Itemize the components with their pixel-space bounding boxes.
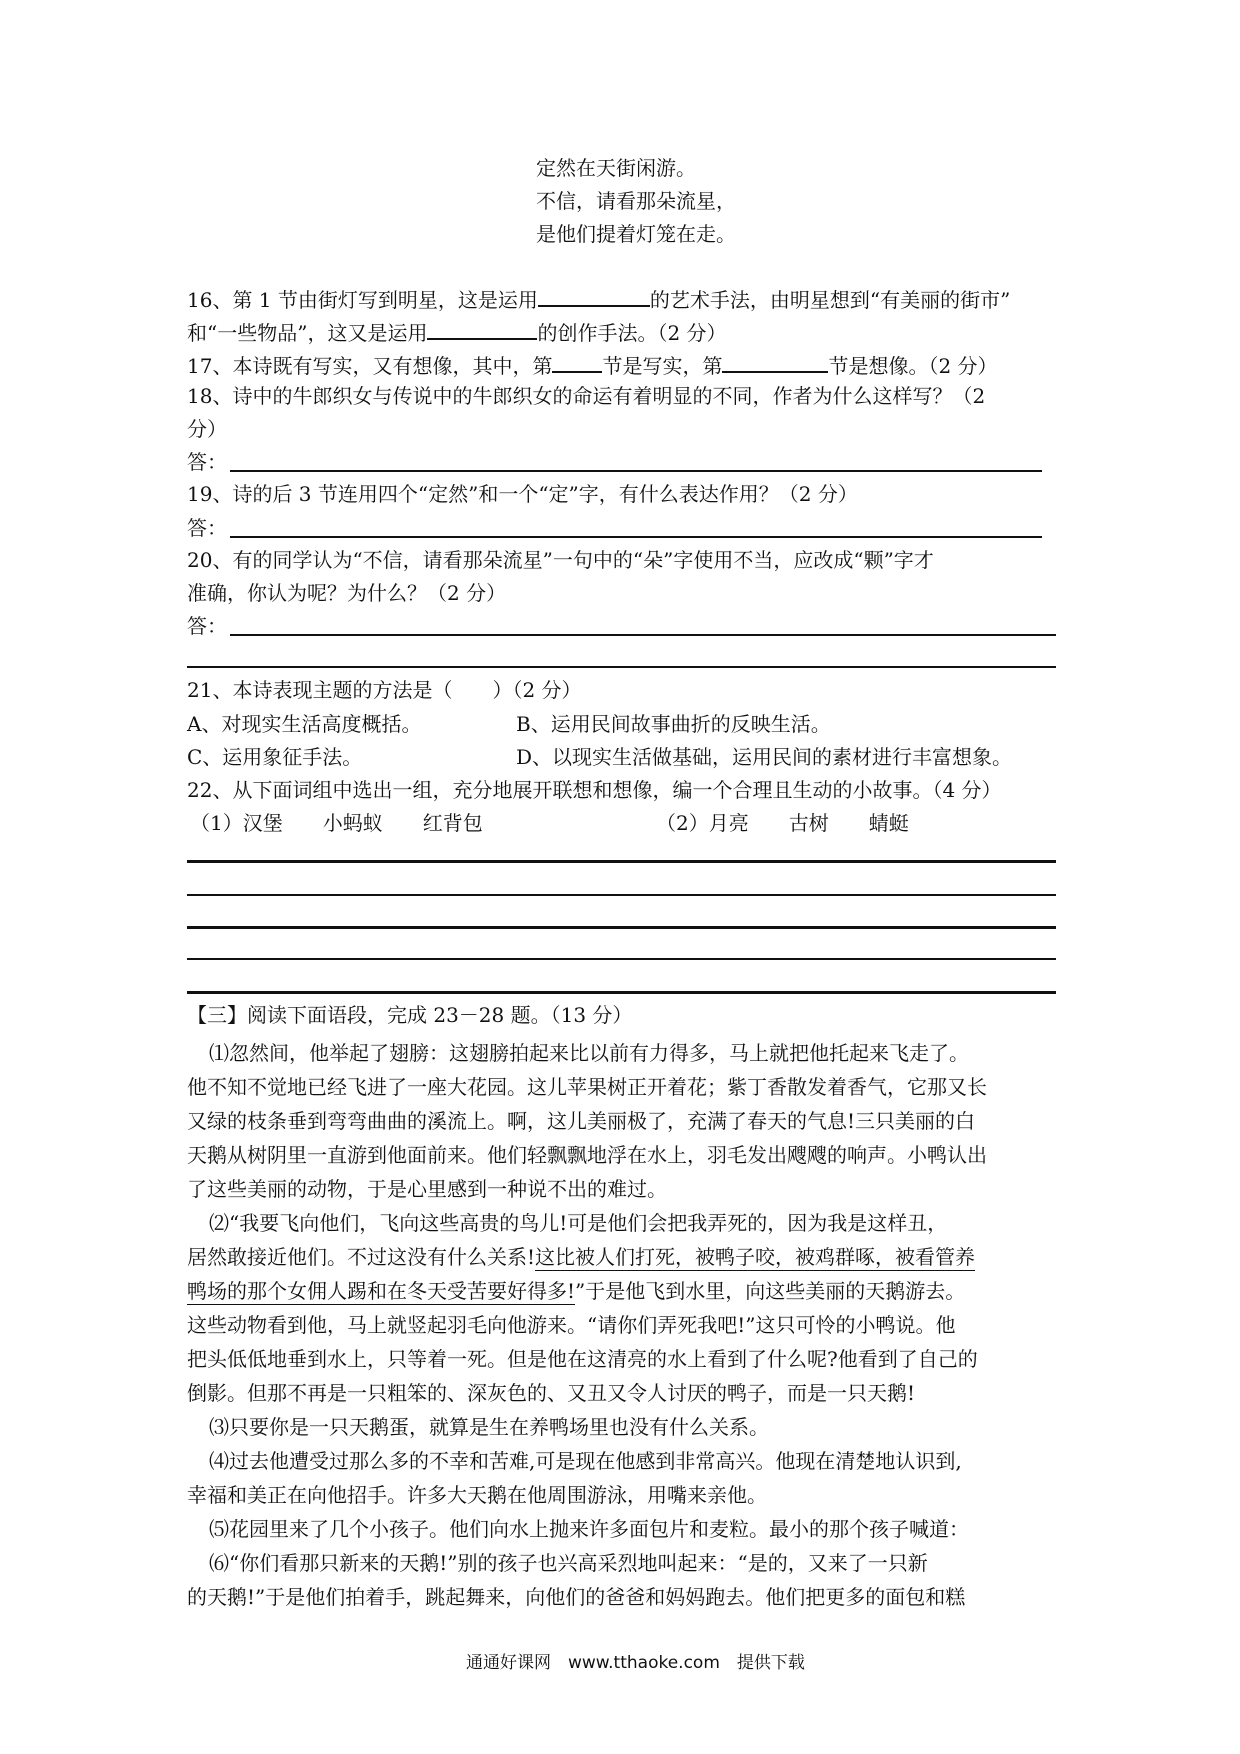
paragraph-4: ⑷过去他遭受过那么多的不幸和苦难,可是现在他感到非常高兴。他现在清楚地认识到,	[209, 1449, 962, 1473]
question-16	[187, 287, 1010, 310]
word-group-2: （2）月亮 古树 蜻蜓	[656, 811, 909, 835]
answer-label: 答：	[187, 450, 227, 474]
question-text: 的艺术手法，由明星想到“有美丽的街市”	[649, 288, 1011, 312]
answer-line[interactable]	[230, 470, 1042, 472]
option-b: B、运用民间故事曲折的反映生活。	[516, 712, 831, 736]
paragraph-1-line: 了这些美丽的动物，于是心里感到一种说不出的难过。	[187, 1177, 667, 1201]
paragraph-2-line: 倒影。但那不再是一只粗笨的、深灰色的、又丑又令人讨厌的鸭子，而是一只天鹅!	[187, 1381, 916, 1405]
section-header: 【三】阅读下面语段，完成 23－28 题。（13 分）	[187, 1003, 633, 1027]
paragraph-1-line: 天鹅从树阴里一直游到他面前来。他们轻飘飘地浮在水上，羽毛发出飕飕的响声。小鸭认出	[187, 1143, 987, 1167]
paragraph-text: 居然敢接近他们。不过这没有什么关系!	[187, 1245, 536, 1269]
paragraph-3: ⑶只要你是一只天鹅蛋，就算是生在养鸭场里也没有什么关系。	[209, 1415, 769, 1439]
answer-label: 答：	[187, 614, 227, 638]
question-20: 20、有的同学认为“不信，请看那朵流星”一句中的“朵”字使用不当，应改成“颗”字才	[187, 548, 934, 572]
paragraph-2-line: 把头低低地垂到水上，只等着一死。但是他在这清亮的水上看到了什么呢?他看到了自己的	[187, 1347, 978, 1371]
paragraph-1-line: 他不知不觉地已经飞进了一座大花园。这儿苹果树正开着花；紫丁香散发着香气，它那又长	[187, 1075, 987, 1099]
question-16-cont	[187, 320, 727, 343]
question-text: 和“一些物品”，这又是运用	[187, 321, 428, 345]
option-c: C、运用象征手法。	[187, 745, 363, 769]
fill-blank[interactable]	[722, 353, 828, 373]
question-text: 的创作手法。（2 分）	[537, 321, 727, 345]
question-17	[187, 353, 998, 376]
fill-blank[interactable]	[552, 353, 602, 373]
question-text: 节是写实，第	[602, 354, 723, 378]
paragraph-1-line: 又绿的枝条垂到弯弯曲曲的溪流上。啊，这儿美丽极了，充满了春天的气息!三只美丽的白	[187, 1109, 976, 1133]
paragraph-4-line: 幸福和美正在向他招手。许多大天鹅在他周围游泳，用嘴来亲他。	[187, 1483, 767, 1507]
option-d: D、以现实生活做基础，运用民间的素材进行丰富想象。	[516, 745, 1013, 769]
fill-blank[interactable]	[427, 320, 537, 340]
question-22: 22、从下面词组中选出一组，充分地展开联想和想像，编一个合理且生动的小故事。（4 分）	[187, 778, 1002, 802]
writing-line[interactable]	[187, 926, 1056, 929]
answer-line[interactable]	[230, 634, 1056, 636]
word-group-1: （1）汉堡 小蚂蚁 红背包	[190, 811, 483, 835]
question-text: 17、本诗既有写实，又有想像，其中，第	[187, 354, 553, 378]
question-text: 16、第 1 节由街灯写到明星，这是运用	[187, 288, 538, 312]
option-a: A、对现实生活高度概括。	[187, 712, 422, 736]
underlined-sentence: 这比被人们打死，被鸭子咬，被鸡群啄，被看管养	[535, 1245, 976, 1269]
paragraph-2: ⑵“我要飞向他们，飞向这些高贵的鸟儿!可是他们会把我弄死的，因为我是这样丑，	[209, 1211, 948, 1235]
fill-blank[interactable]	[538, 287, 650, 307]
answer-label: 答：	[187, 516, 227, 540]
question-21: 21、本诗表现主题的方法是（ ）（2 分）	[187, 678, 582, 702]
page-footer: 通通好课网 www.tthaoke.com 提供下载	[466, 1653, 805, 1673]
answer-line[interactable]	[230, 536, 1042, 538]
question-18-cont: 分）	[187, 417, 227, 441]
poem-line: 定然在天街闲游。	[536, 156, 696, 180]
paragraph-6: ⑹“你们看那只新来的天鹅!”别的孩子也兴高采烈地叫起来：“是的，又来了一只新	[209, 1551, 928, 1575]
question-18: 18、诗中的牛郎织女与传说中的牛郎织女的命运有着明显的不同，作者为什么这样写？（2	[187, 384, 986, 408]
paragraph-5: ⑸花园里来了几个小孩子。他们向水上抛来许多面包片和麦粒。最小的那个孩子喊道：	[209, 1517, 969, 1541]
poem-line: 不信，请看那朵流星，	[536, 189, 736, 213]
writing-line[interactable]	[187, 991, 1056, 994]
paragraph-2-line: 这些动物看到他，马上就竖起羽毛向他游来。“请你们弄死我吧!”这只可怜的小鸭说。他	[187, 1313, 956, 1337]
writing-line[interactable]	[187, 958, 1056, 960]
question-text: 节是想像。（2 分）	[828, 354, 998, 378]
paragraph-2-line	[187, 1247, 975, 1267]
poem-line: 是他们提着灯笼在走。	[536, 222, 736, 246]
question-20-cont: 准确，你认为呢？为什么？（2 分）	[187, 581, 507, 605]
paragraph-6-line: 的天鹅!”于是他们拍着手，跳起舞来，向他们的爸爸和妈妈跑去。他们把更多的面包和糕	[187, 1585, 966, 1609]
answer-line[interactable]	[187, 666, 1056, 668]
paragraph-1: ⑴忽然间，他举起了翅膀：这翅膀拍起来比以前有力得多，马上就把他托起来飞走了。	[209, 1041, 969, 1065]
question-19: 19、诗的后 3 节连用四个“定然”和一个“定”字，有什么表达作用？（2 分）	[187, 482, 858, 506]
writing-line[interactable]	[187, 860, 1056, 863]
writing-line[interactable]	[187, 894, 1056, 896]
paragraph-2-line	[187, 1281, 965, 1301]
underlined-sentence: 鸭场的那个女佣人踢和在冬天受苦要好得多!	[187, 1279, 576, 1303]
paragraph-text: ”于是他飞到水里，向这些美丽的天鹅游去。	[575, 1279, 966, 1303]
